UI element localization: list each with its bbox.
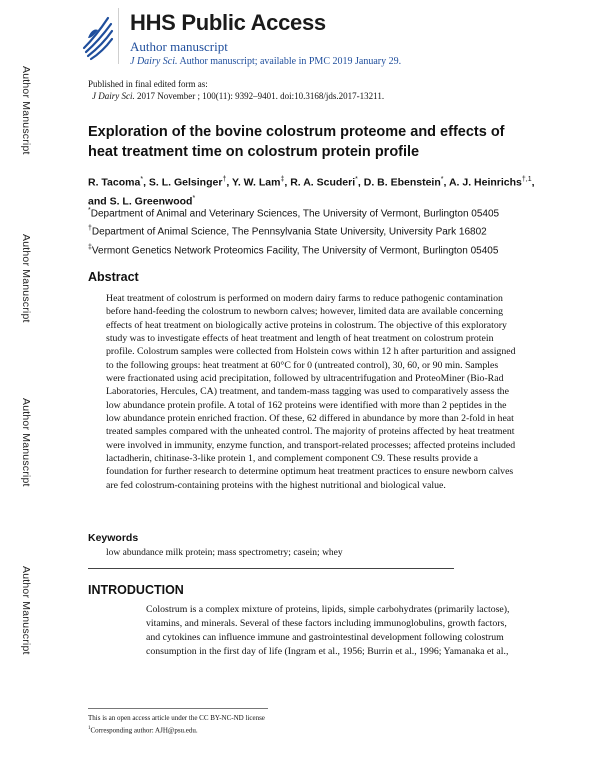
abstract-heading: Abstract: [88, 270, 139, 284]
availability-line: [130, 56, 401, 67]
author-name: D. B. Ebenstein: [363, 176, 441, 189]
journal-name: J Dairy Sci.: [130, 56, 178, 67]
publication-info: [88, 78, 384, 102]
citation-journal: J Dairy Sci.: [92, 91, 135, 101]
author-mark: †: [222, 176, 227, 183]
hhs-public-access-title: HHS Public Access: [130, 10, 326, 35]
availability-text: Author manuscript; available in PMC 2019 January 29.: [179, 56, 402, 67]
author-list: R. Tacoma*, S. L. Gelsinger†, Y. W. Lam‡, R. A. Scuderi*, D. B. Ebenstein*, A. J. Heinrichs$^{\dagger,1}$, and S. L. Greenwood*: [88, 176, 535, 207]
author-manuscript-subtitle: Author manuscript: [130, 39, 228, 54]
abstract-text: Heat treatment of colostrum is performed on modern dairy farms to reduce pathogenic contamination before hand-feeding the colostrum to newborn calves; however, limited data are available concerning effects of heat treatment on biologically active proteins in colostrum. The objective of this exploratory study was to investigate effects of heat treatment and length of heat treatment on colostrum protein profile. Colostrum samples were collected from Holstein cows within 12 h after parturition and assigned to the following groups: heat treatment at 60°C for 0 (untreated control), 30, 60, or 90 min. Samples were fractionated using acid precipitation, followed by ultracentrifugation and ProteoMiner (Bio-Rad Laboratories, Hercules, CA) treatment, and tandem-mass tagging was used to comparatively assess the low abundance protein profile. A total of 162 proteins were identified with more than 2 peptides in the low abundance protein enriched fraction. Of these, 62 differed in abundance by more than 2-fold in heat treated samples compared with the unheated control. The majority of proteins affected by heat treatment were involved in immunity, enzyme function, and transport-related processes; affected proteins included lactadherin, chitinase-3-like protein 1, and complement component C9. These results provide a foundation for further research to determine optimum heat treatment practices to ensure newborn calves are fed colostrum-containing proteins with the highest nutritional and biological value.: [106, 293, 516, 491]
author-name: Y. W. Lam: [232, 176, 281, 189]
author-name: A. J. Heinrichs: [448, 176, 522, 189]
introduction-heading: INTRODUCTION: [88, 583, 184, 597]
section-divider: [88, 568, 454, 569]
introduction-text: Colostrum is a complex mixture of proteins, lipids, simple carbohydrates (primarily lactose), vitamins, and minerals. Several of these factors including immunoglobulins, growth factors, and cytokines can influence immune and gastrointestinal development following colostrum consumption in the first day of life (Ingram et al., 1956; Burrin et al., 1996; Yamanaka et al.,: [146, 604, 510, 658]
author-mark: *: [140, 176, 144, 183]
keywords-heading: Keywords: [88, 532, 139, 544]
author-manuscript-label: Author Manuscript: [20, 234, 32, 323]
keywords-text: low abundance milk protein; mass spectrometry; casein; whey: [106, 548, 343, 558]
published-label: Published in final edited form as:: [88, 79, 208, 89]
citation-line: [88, 90, 384, 102]
author-mark: †,1: [521, 176, 532, 183]
affiliation: ‡Vermont Genetics Network Proteomics Facility, The University of Vermont, Burlington 05405: [88, 244, 499, 257]
author-manuscript-label: Author Manuscript: [20, 398, 32, 487]
author-mark: *: [192, 194, 196, 202]
paper-title: Exploration of the bovine colostrum proteome and effects of heat treatment time on colostrum protein profile: [88, 124, 505, 160]
author-name: S. L. Greenwood: [109, 195, 193, 207]
footnote-divider: [88, 708, 268, 709]
author-name: R. A. Scuderi: [290, 176, 356, 189]
hhs-eagle-logo-icon: [78, 8, 119, 64]
author-mark: ‡: [280, 176, 285, 183]
citation-text: 2017 November ; 100(11): 9392–9401. doi:10.3168/jds.2017-13211.: [137, 91, 385, 101]
license-footnote: This is an open access article under the CC BY-NC-ND license: [88, 714, 265, 722]
author-name: S. L. Gelsinger: [148, 176, 223, 189]
author-mark: *: [355, 176, 358, 183]
affiliation: †Department of Animal Science, The Pennsylvania State University, University Park 16802: [88, 225, 487, 238]
author-mark: *: [440, 176, 444, 183]
author-manuscript-label: Author Manuscript: [20, 66, 32, 155]
author-name: R. Tacoma: [88, 176, 141, 189]
hhs-header: [78, 8, 578, 68]
author-manuscript-label: Author Manuscript: [20, 566, 32, 655]
affiliation: *Department of Animal and Veterinary Sciences, The University of Vermont, Burlington 05405: [88, 207, 500, 220]
corresponding-author-footnote: $^1$Corresponding author: AJH@psu.edu.: [88, 726, 198, 735]
